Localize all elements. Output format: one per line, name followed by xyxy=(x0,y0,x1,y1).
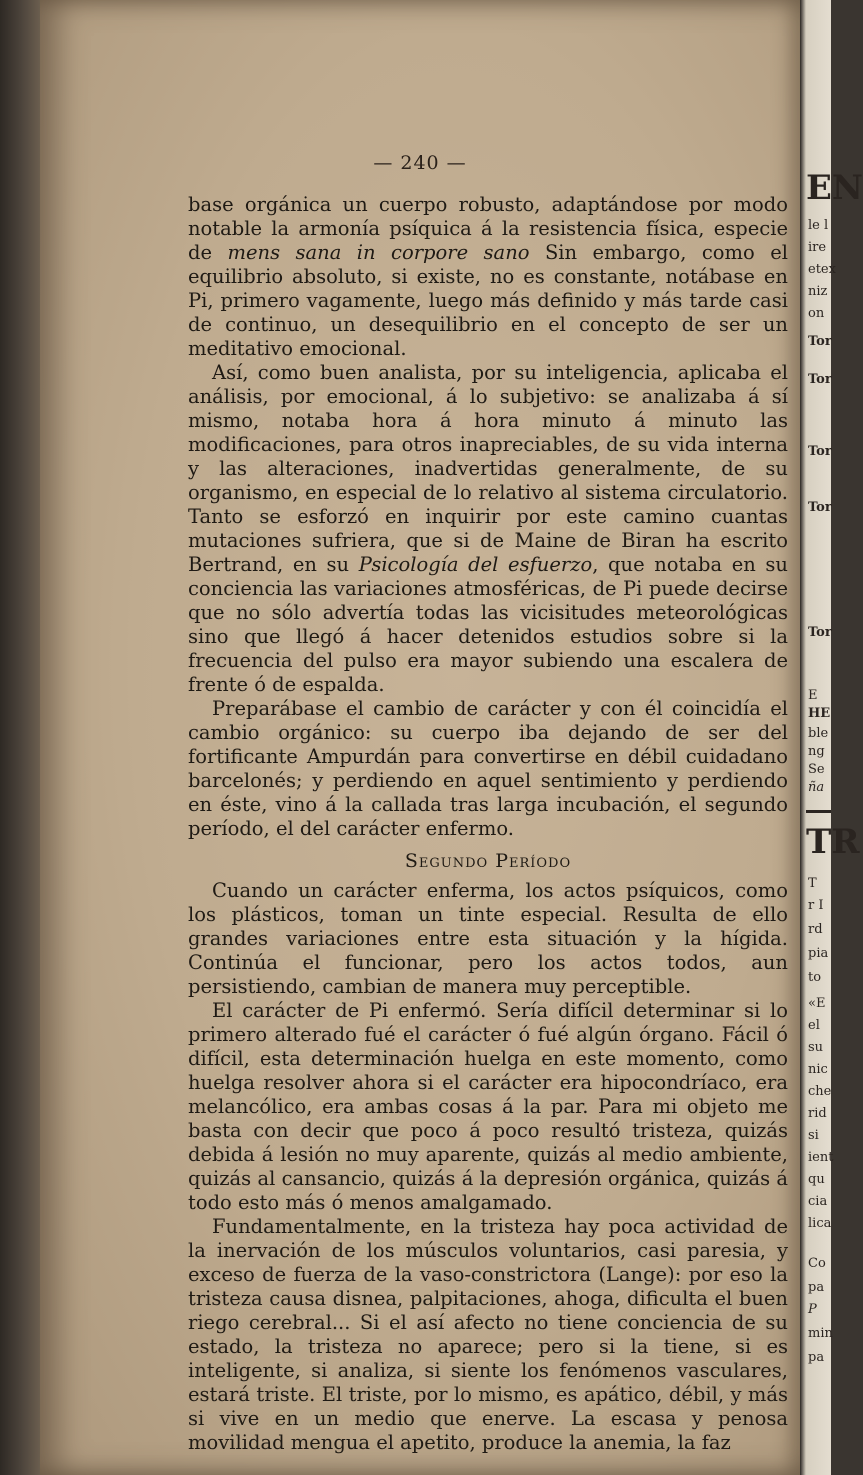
body-text xyxy=(188,193,788,1455)
next-page-fragment: lica xyxy=(808,1216,832,1231)
section-heading: Segundo Período xyxy=(404,850,572,872)
next-page-fragment: cia xyxy=(808,1194,828,1209)
paragraph-5: El carácter de Pi enfermó. Sería difícil determinar si lo primero alterado fué el carácter ó fué algún órgano. Fácil ó difícil, esta determinación huelga en este momento, como huelga resolver ahora si el carácter era hipocondríaco, era melancólico, era ambas cosas á la par. Para mi objeto me basta con decir que poco á poco resultó tristeza, quizás debida á lesión no muy aparente, quizás al medio ambiente, quizás al cansancio, quizás á la depresión orgánica, quizás á todo esto más ó menos amalgamado. xyxy=(188,999,788,1214)
paragraph-3: Preparábase el cambio de carácter y con él coincidía el cambio orgánico: su cuerpo iba dejando de ser del fortificante Ampurdán para convertirse en débil cuidadano barcelonés; y perdiendo en aquel sentimiento y perdiendo en éste, vino á la callada tras larga incubación, el segundo período, el del carácter enfermo. xyxy=(188,697,788,840)
next-page-fragment: rd xyxy=(808,922,823,937)
next-page-fragment: ient xyxy=(808,1150,834,1165)
next-page-fragment: min xyxy=(808,1326,833,1341)
paragraph-1: base orgánica un cuerpo robusto, adaptándose por modo notable la armonía psíquica á la resistencia física, especie de mens sana in corpore sano Sin embargo, como el equilibrio absoluto, si existe, no es constante, notábase en Pi, primero vagamente, luego más definido y más tarde casi de continuo, un desequilibrio en el concepto de ser un meditativo emocional. xyxy=(188,193,788,360)
next-page-fragment: to xyxy=(808,970,822,985)
next-page-fragment: TR xyxy=(806,822,860,862)
next-page-fragment: T xyxy=(808,876,817,891)
next-page-fragment: Tor xyxy=(808,500,832,515)
paragraph-4: Cuando un carácter enferma, los actos psíquicos, como los plásticos, toman un tinte especial. Resulta de ello grandes variaciones entre esta situación y la hígida. Continúa el funcionar, pero los actos todos, aun persistiendo, cambian de manera muy perceptible. xyxy=(188,879,788,998)
book-page xyxy=(40,0,800,1475)
next-page-fragment: E xyxy=(808,688,818,703)
next-page-fragment: Se xyxy=(808,762,825,777)
next-page-fragment: che xyxy=(808,1084,832,1099)
next-page-fragment: si xyxy=(808,1128,819,1143)
next-page-fragment: P xyxy=(808,1302,817,1317)
latin-phrase: mens sana in corpore sano xyxy=(227,241,530,264)
next-page-fragment: HE xyxy=(808,706,831,721)
next-page-fragment: su xyxy=(808,1040,824,1055)
next-page-fragment: r I xyxy=(808,898,824,913)
next-page-fragment: pa xyxy=(808,1350,825,1365)
next-page-fragment: Co xyxy=(808,1256,826,1271)
next-page-fragment: rid xyxy=(808,1106,827,1121)
page-number: — 240 — xyxy=(373,152,467,174)
next-page-fragment: pa xyxy=(808,1280,825,1295)
next-page-fragment: ng xyxy=(808,744,825,759)
next-page-fragment: Tor xyxy=(808,625,832,640)
next-page-fragment: etex xyxy=(808,262,836,277)
next-page-fragment: EN xyxy=(806,168,863,208)
next-page-fragment: ble xyxy=(808,726,829,741)
next-page-fragment: ire xyxy=(808,240,827,255)
next-page-fragment: Tor xyxy=(808,444,832,459)
next-page-fragment: Tor xyxy=(808,334,832,349)
next-page-fragment: on xyxy=(808,306,825,321)
paragraph-6: Fundamentalmente, en la tristeza hay poca actividad de la inervación de los músculos voluntarios, casi paresia, y exceso de fuerza de la vaso-constrictora (Lange): por eso la tristeza causa disnea, palpitaciones, ahoga, dificulta el buen riego cerebral... Si el así afecto no tiene conciencia de su estado, la tristeza no aparece; pero si la tiene, si es inteligente, si analiza, si siente los fenómenos vasculares, estará triste. El triste, por lo mismo, es apático, débil, y más si vive en un medio que enerve. La escasa y penosa movilidad mengua el apetito, produce la anemia, la faz xyxy=(188,1215,788,1454)
next-page-fragment: el xyxy=(808,1018,820,1033)
next-page-fragment: ña xyxy=(808,780,825,795)
next-page-fragment: nic xyxy=(808,1062,828,1077)
next-page-fragment: le l xyxy=(808,218,829,233)
book-title: Psicología del esfuerzo xyxy=(358,553,593,576)
adjacent-page-edge xyxy=(800,0,863,1475)
next-page-fragment: niz xyxy=(808,284,828,299)
divider xyxy=(806,810,831,813)
next-page-fragment: Tor xyxy=(808,372,832,387)
next-page-fragment: qu xyxy=(808,1172,825,1187)
next-page-fragment: «E xyxy=(808,996,826,1011)
paragraph-2: Así, como buen analista, por su inteligencia, aplicaba el análisis, por emocional, á lo subjetivo: se analizaba á sí mismo, notaba hora á hora minuto á minuto las modificaciones, para otros inapreciables, de su vida interna y las alteraciones, inadvertidas generalmente, de su organismo, en especial de lo relativo al sistema circulatorio. Tanto se esforzó en inquirir por este camino cuantas mutaciones sufriera, que si de Maine de Biran ha escrito Bertrand, en su Psicología del esfuerzo, que notaba en su conciencia las variaciones atmosféricas, de Pi puede decirse que no sólo advertía todas las vicisitudes meteorológicas sino que llegó á hacer detenidos estudios sobre si la frecuencia del pulso era mayor subiendo una escalera de frente ó de espalda. xyxy=(188,361,788,696)
next-page-fragment: pia xyxy=(808,946,829,961)
